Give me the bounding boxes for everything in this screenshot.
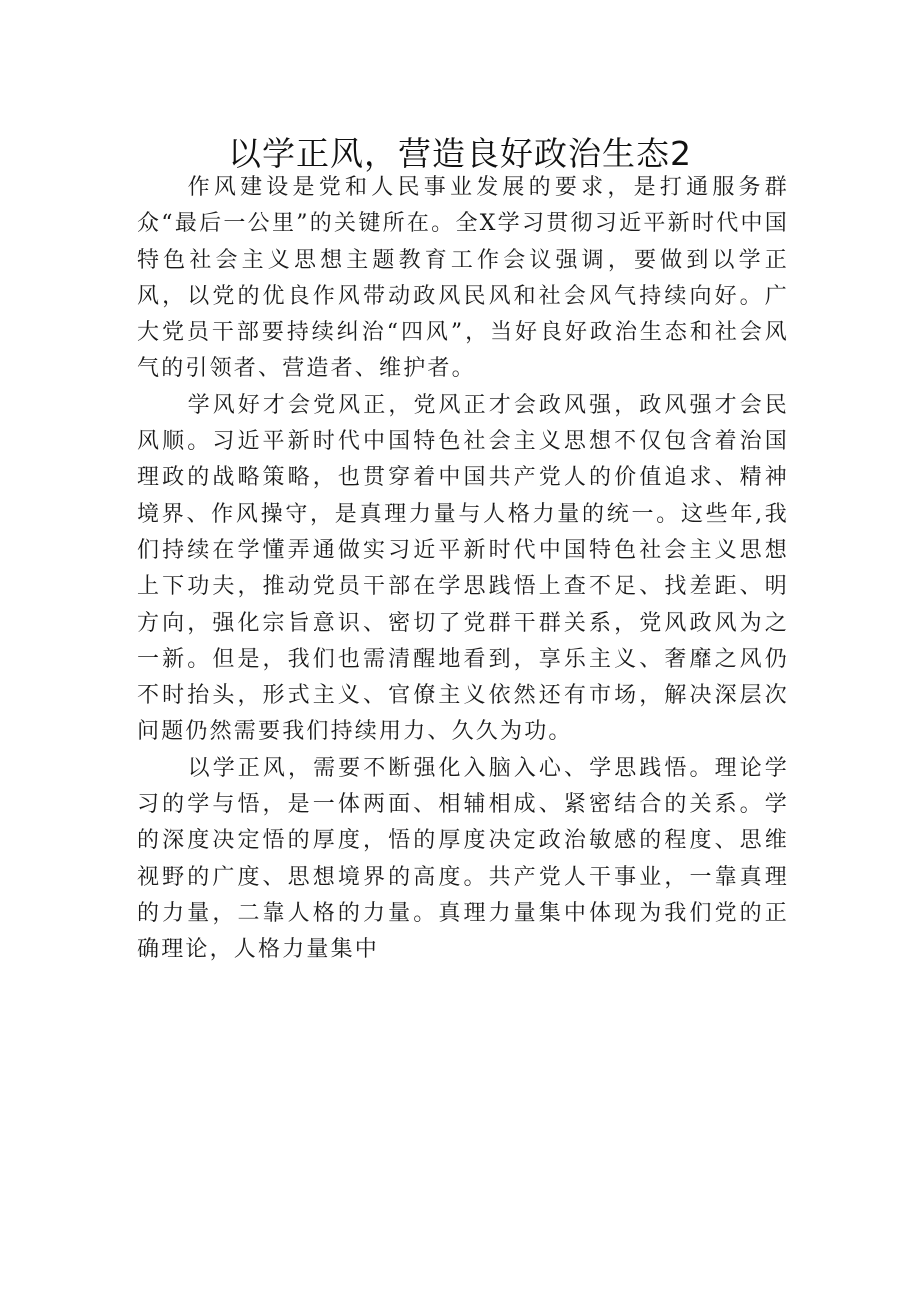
paragraph-3: 以学正风，需要不断强化入脑入心、学思践悟。理论学习的学与悟，是一体两面、相辅相成、紧密结合的关系。学的深度决定悟的厚度，悟的厚度决定政治敏感的程度、思维视野的广度、思想境界的高度。共产党人干事业，一靠真理的力量，二靠人格的力量。真理力量集中体现为我们党的正确理论，人格力量集中 [137, 755, 789, 963]
paragraph-1: 作风建设是党和人民事业发展的要求，是打通服务群众“最后一公里”的关键所在。全X学习贯彻习近平新时代中国特色社会主义思想主题教育工作会议强调，要做到以学正风，以党的优良作风带动政风民风和社会风气持续向好。广大党员干部要持续纠治“四风”，当好良好政治生态和社会风气的引领者、营造者、维护者。 [137, 175, 789, 382]
paragraph-2: 学风好才会党风正，党风正才会政风强，政风强才会民风顺。习近平新时代中国特色社会主义思想不仅包含着治国理政的战略策略，也贯穿着中国共产党人的价值追求、精神境界、作风操守，是真理力量与人格力量的统一。这些年,我们持续在学懂弄通做实习近平新时代中国特色社会主义思想上下功夫，推动党员干部在学思践悟上查不足、找差距、明方向，强化宗旨意识、密切了党群干群关系，党风政风为之一新。但是，我们也需清醒地看到，享乐主义、奢靡之风仍不时抬头，形式主义、官僚主义依然还有市场，解决深层次问题仍然需要我们持续用力、久久为功。 [137, 392, 789, 745]
document-body [137, 170, 789, 969]
document-title: 以学正风，营造良好政治生态2 [228, 134, 692, 174]
